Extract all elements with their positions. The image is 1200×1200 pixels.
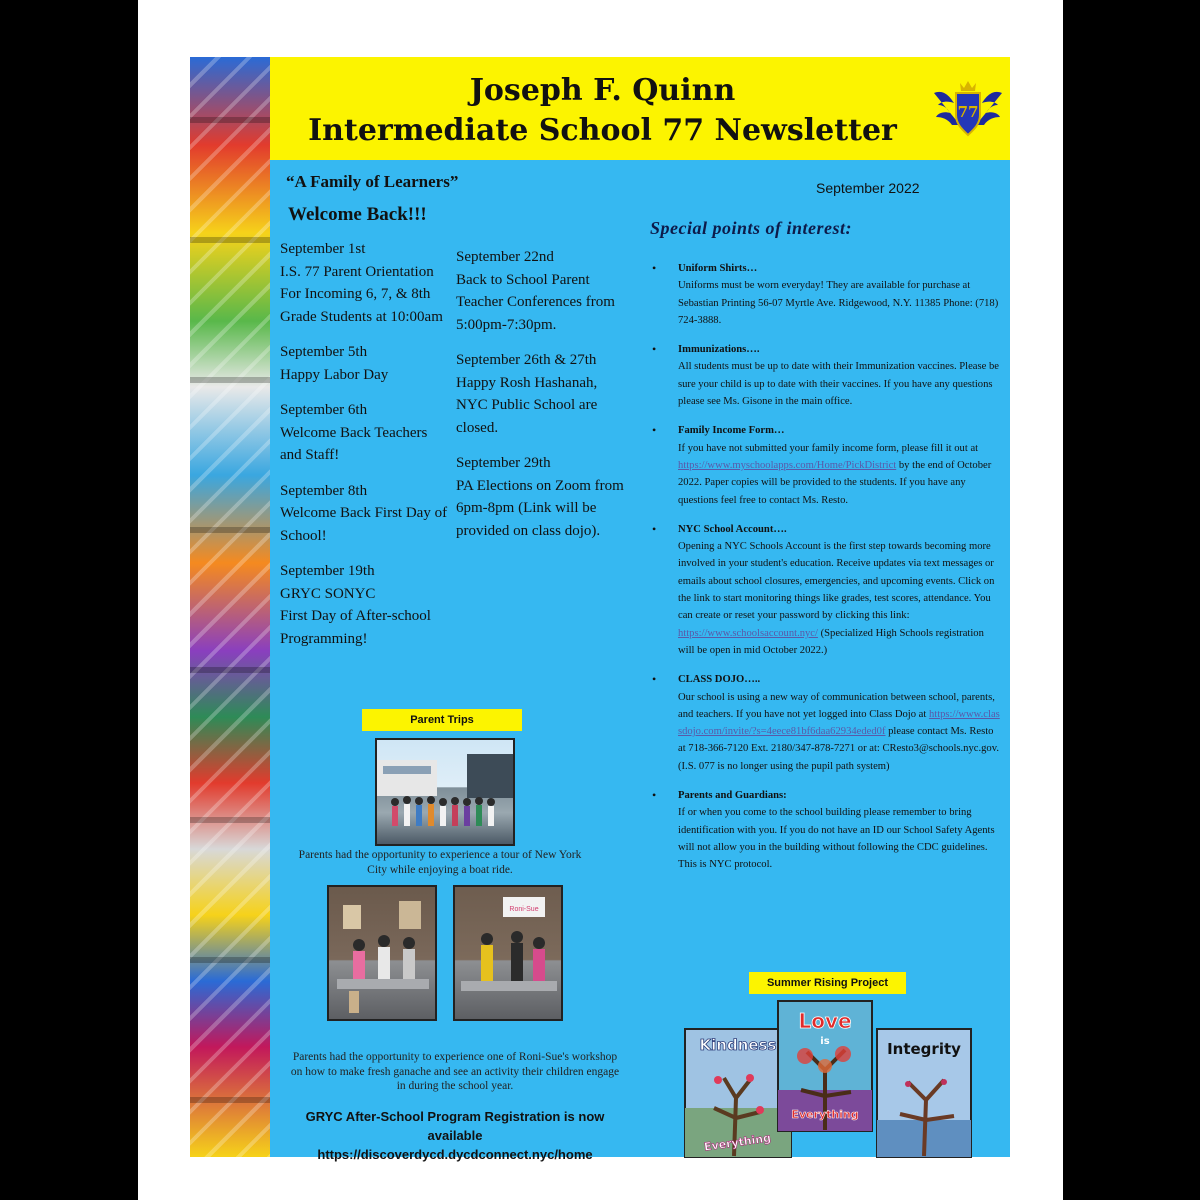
registration-notice [290, 1107, 620, 1164]
bullet-icon: • [652, 261, 657, 275]
event-item: September 26th & 27th Happy Rosh Hashanah, NYC Public School are closed. [456, 352, 598, 436]
event-item: September 19th GRYC SONYC First Day of After-school Programming! [280, 563, 431, 647]
events-column-left [280, 238, 450, 663]
point-heading: Uniform Shirts… [678, 263, 758, 274]
point-item [650, 671, 1000, 775]
svg-text:Love: Love [798, 1009, 852, 1033]
event-item: September 29th PA Elections on Zoom from 6pm-8pm (Link will be provided on class dojo). [456, 455, 624, 539]
summer-rising-label: Summer Rising Project [749, 972, 906, 994]
boat-trip-caption: Parents had the opportunity to experience a tour of New York City while enjoying a boat ride. [298, 849, 582, 876]
point-heading: Parents and Guardians: [678, 790, 787, 802]
event-item: September 22nd Back to School Parent Teacher Conferences from 5:00pm-7:30pm. [456, 249, 615, 333]
bullet-icon: • [652, 788, 657, 803]
workshop-caption: Parents had the opportunity to experience one of Roni-Sue's workshop on how to make fresh ganache and see an activity their children engage in during the school year. [290, 1051, 620, 1092]
point-body: Uniforms must be worn everyday! They are available for purchase at Sebastian Printing 56-07 Myrtle Ave. Ridgewood, N.Y. 11385 Phone: (718) 724-3888. [678, 280, 999, 326]
bullet-icon: • [652, 423, 657, 438]
svg-text:Roni-Sue: Roni-Sue [509, 906, 539, 913]
newsletter-header [270, 57, 1010, 160]
point-heading: Immunizations…. [678, 344, 760, 356]
point-item [650, 521, 1000, 659]
boat-trip-photo [375, 738, 515, 846]
event-item: September 5th Happy Labor Day [280, 344, 389, 383]
special-points-list [650, 260, 1000, 886]
bullet-icon: • [652, 521, 657, 536]
point-item [650, 422, 1000, 508]
registration-text: GRYC After-School Program Registration is now available [305, 1109, 605, 1143]
workshop-photo-1 [327, 885, 437, 1021]
integrity-artwork [876, 1028, 972, 1158]
school-name: Joseph F. Quinn [469, 73, 736, 108]
svg-text:is: is [820, 1036, 830, 1047]
school-crest-logo [930, 71, 1006, 147]
tagline: “A Family of Learners” [286, 172, 459, 191]
point-body: If you have not submitted your family income form, please fill it out at https://www.myschoolapps.com/Home/PickDistrict by the end of October 2022. Paper copies will be provided to the students. If you have any questions feel free to contact Ms. Resto. [678, 442, 992, 506]
point-item [650, 260, 1000, 329]
love-artwork [777, 1000, 873, 1132]
events-column-right [456, 246, 626, 555]
point-heading: CLASS DOJO….. [678, 674, 761, 686]
newsletter-body [270, 160, 1010, 1162]
point-heading: NYC School Account…. [678, 523, 787, 535]
parent-trips-label: Parent Trips [362, 709, 522, 731]
point-item [650, 341, 1000, 410]
svg-text:Kindness: Kindness [699, 1036, 777, 1054]
newsletter-title: Intermediate School 77 Newsletter [308, 113, 897, 148]
schools-account-link[interactable]: https://www.schoolsaccount.nyc/ [678, 627, 818, 639]
issue-date: September 2022 [816, 180, 920, 196]
bullet-icon: • [652, 342, 657, 357]
welcome-heading: Welcome Back!!! [288, 204, 427, 225]
point-body: Opening a NYC Schools Account is the first step towards becoming more involved in your student's education. Receive updates via text messages or emails about school closures, emergencies, and upcoming events. Click on the link to start monitoring things like grades, test scores, attendance. You can create or reset your password by clicking this link: https://www.schoolsaccount.nyc/ (Specialized High Schools registration will be open in mid October 2022.) [678, 541, 995, 656]
kindness-artwork [684, 1028, 792, 1158]
svg-text:Everything: Everything [703, 1131, 772, 1154]
event-item: September 6th Welcome Back Teachers and Staff! [280, 402, 428, 463]
registration-link[interactable]: https://discoverdycd.dycdconnect.nyc/home [317, 1147, 593, 1162]
svg-text:77: 77 [957, 103, 979, 121]
event-item: September 8th Welcome Back First Day of School! [280, 482, 448, 544]
family-income-link[interactable]: https://www.myschoolapps.com/Home/PickDistrict [678, 459, 897, 471]
event-item: September 1st I.S. 77 Parent Orientation For Incoming 6, 7, & 8th Grade Students at 10:00am [280, 241, 443, 325]
special-points-heading: Special points of interest: [650, 218, 852, 238]
school-supplies-border [190, 57, 270, 1157]
point-body: If or when you come to the school building please remember to bring identification with you. If you do not have an ID our School Safety Agents will not allow you in the building without following the CDC guidelines. This is NYC protocol. [678, 807, 995, 871]
svg-text:Integrity: Integrity [887, 1040, 961, 1058]
class-dojo-link[interactable]: https://www.classdojo.com/invite/?s=4eece81bf6daa62934eded0f [678, 708, 1000, 738]
point-item [650, 787, 1000, 873]
point-body: Our school is using a new way of communication between school, parents, and teachers. If you have not yet logged into Class Dojo at https://www.classdojo.com/invite/?s=4eece81bf6daa62934eded0f please contact Ms. Resto at 718-366-7120 Ext. 2180/347-878-7271 or at: CResto3@schools.nyc.gov. (I.S. 077 is no longer using the pupil path system) [678, 691, 1000, 772]
workshop-photo-2 [453, 885, 563, 1021]
point-body: All students must be up to date with their Immunization vaccines. Please be sure your child is up to date with their vaccines. If you have any questions please see Ms. Gisone in the main office. [678, 361, 999, 408]
svg-text:Everything: Everything [791, 1108, 859, 1121]
bullet-icon: • [652, 672, 657, 687]
point-heading: Family Income Form… [678, 425, 785, 437]
